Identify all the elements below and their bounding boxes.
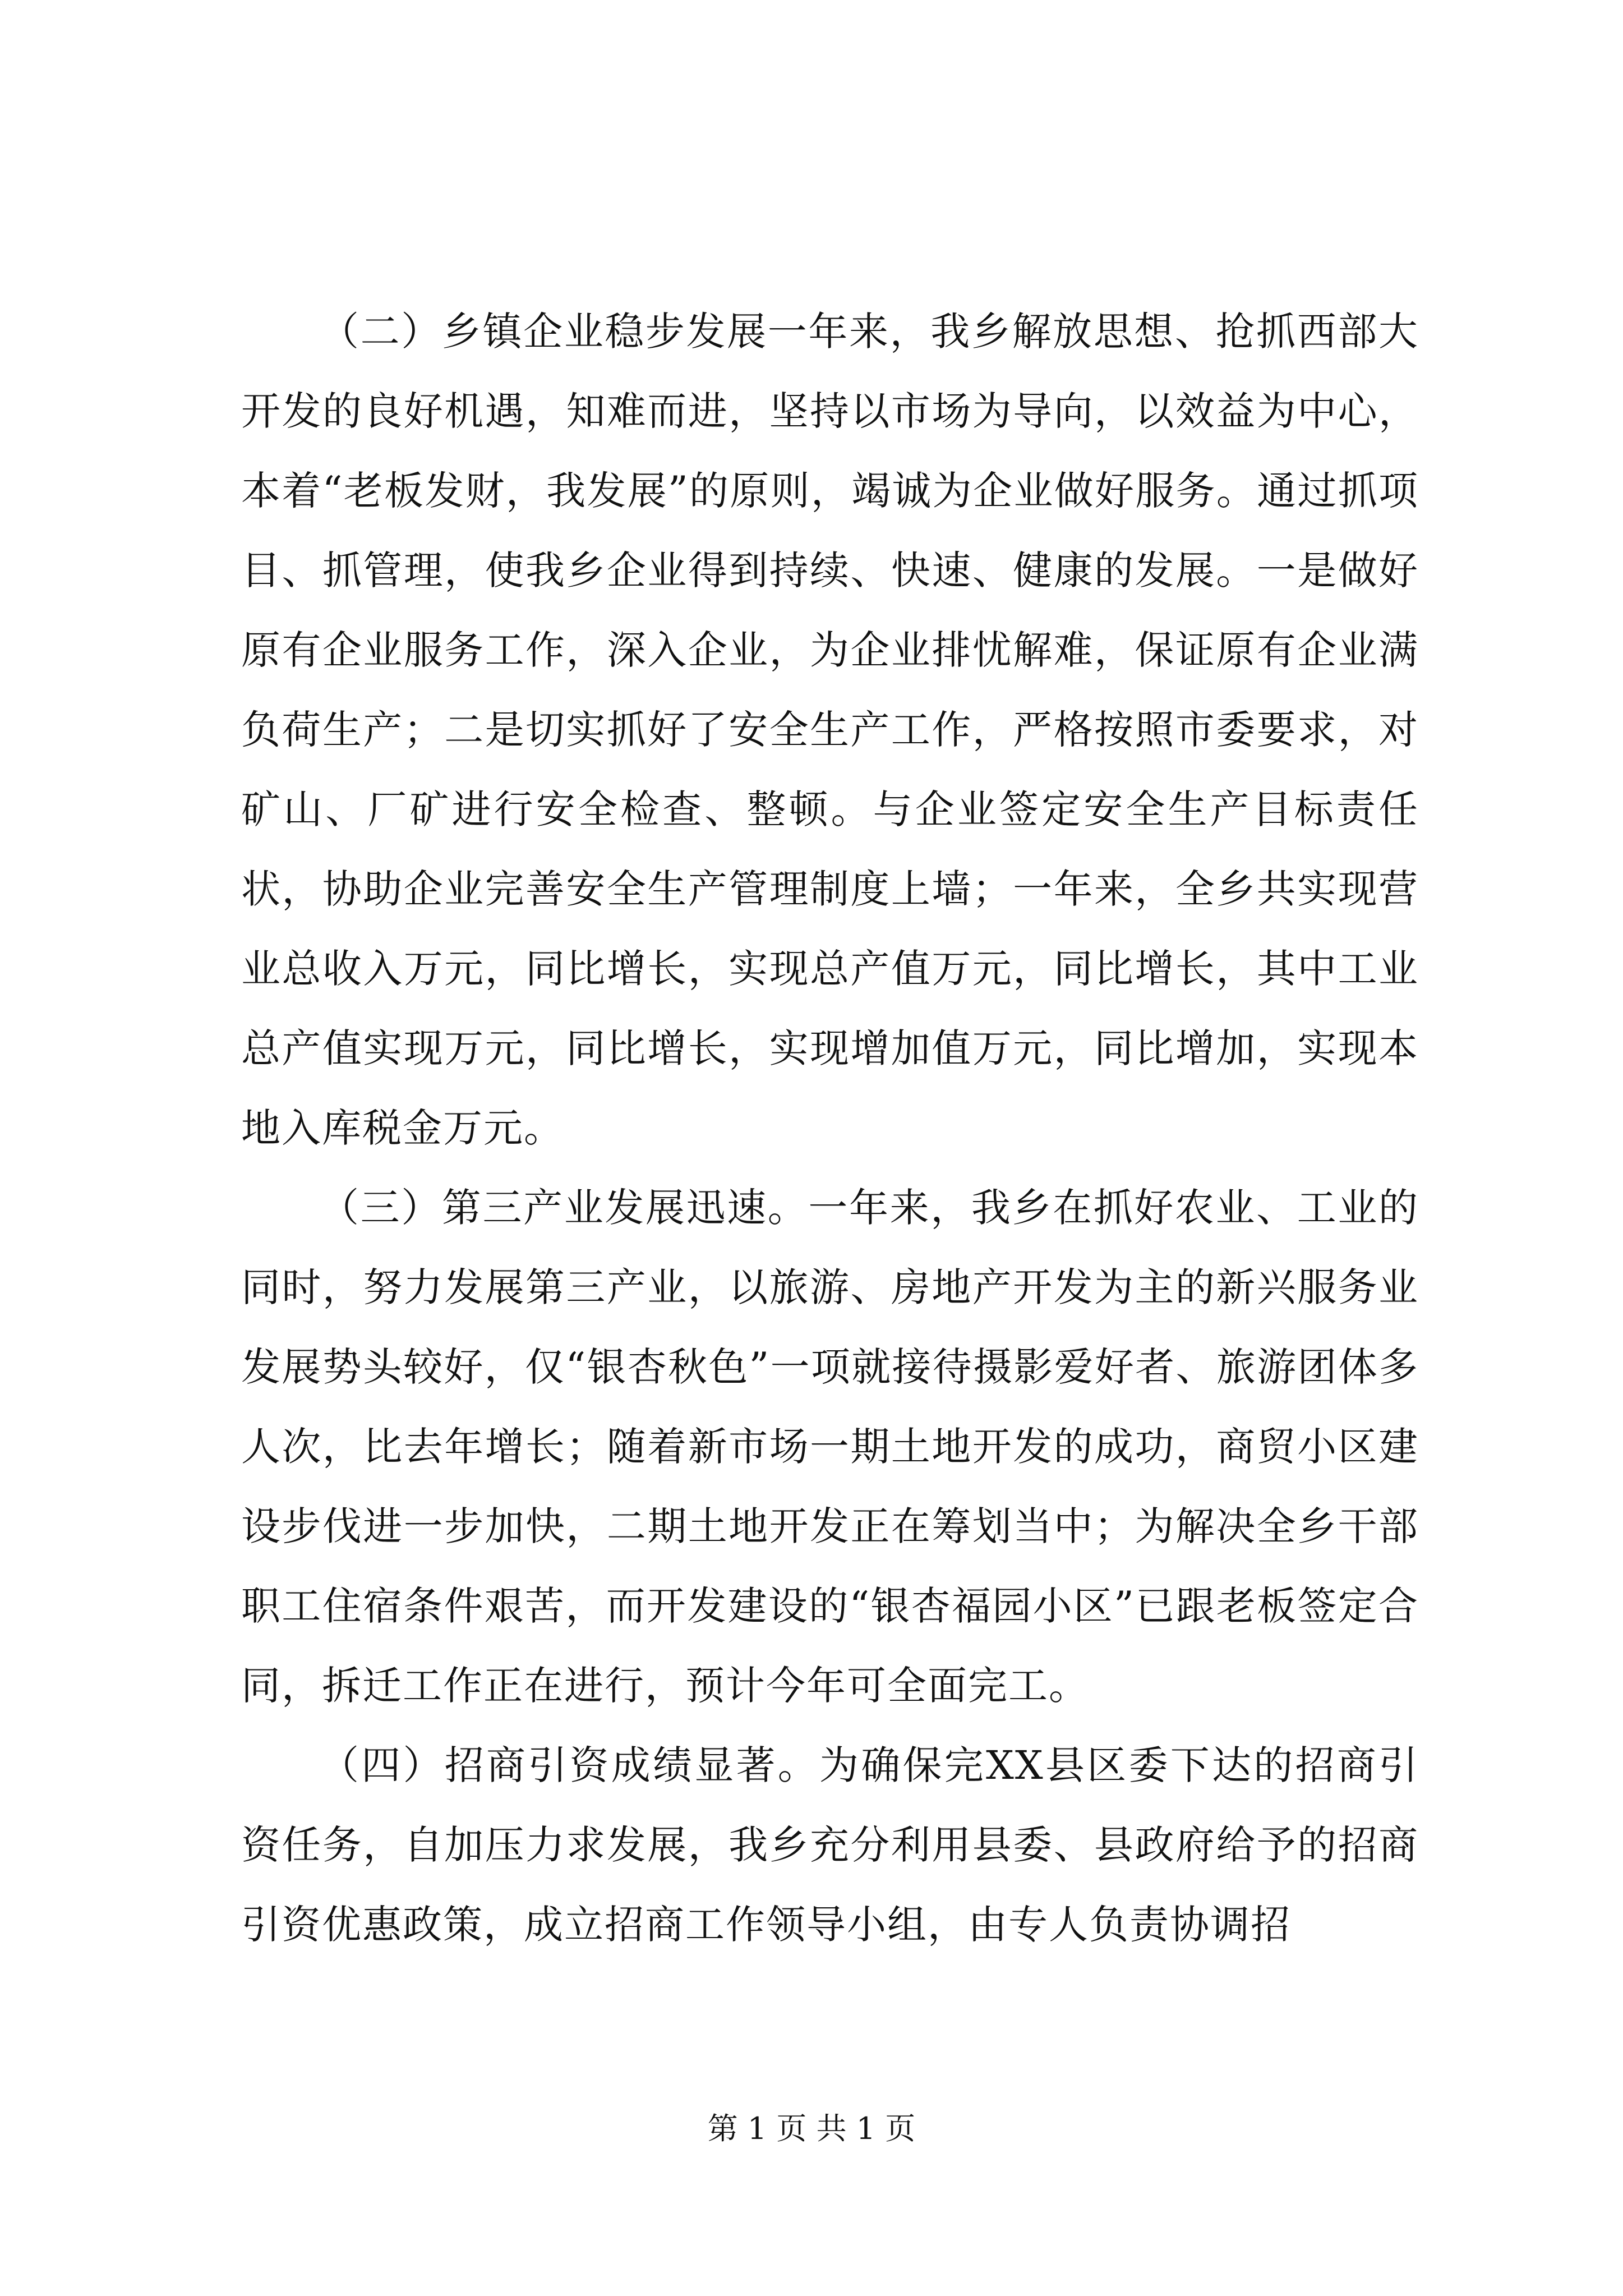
page-footer: 第 1 页 共 1 页	[707, 2111, 916, 2146]
paragraph-tertiary-industry: （三）第三产业发展迅速。一年来，我乡在抓好农业、工业的同时，努力发展第三产业，以旅游、房地产开发为主的新兴服务业发展势头较好，仅“银杏秋色”一项就接待摄影爱好者、旅游团体多人次，比去年增长；随着新市场一期土地开发的成功，商贸小区建设步伐进一步加快，二期土地开发正在筹划当中；为解决全乡干部职工住宿条件艰苦，而开发建设的“银杏福园小区”已跟老板签定合同，拆迁工作正在进行，预计今年可全面完工。	[241, 1185, 1419, 1709]
document-body	[241, 292, 1419, 1964]
paragraph-investment-attraction: （四）招商引资成绩显著。为确保完XX县区委下达的招商引资任务，自加压力求发展，我乡充分利用县委、县政府给予的招商引资优惠政策，成立招商工作领导小组，由专人负责协调招	[241, 1742, 1419, 1948]
paragraph-township-enterprises: （二）乡镇企业稳步发展一年来，我乡解放思想、抢抓西部大开发的良好机遇，知难而进，坚持以市场为导向，以效益为中心，本着“老板发财，我发展”的原则，竭诚为企业做好服务。通过抓项目、抓管理，使我乡企业得到持续、快速、健康的发展。一是做好原有企业服务工作，深入企业，为企业排忧解难，保证原有企业满负荷生产；二是切实抓好了安全生产工作，严格按照市委要求，对矿山、厂矿进行安全检查、整顿。与企业签定安全生产目标责任状，协助企业完善安全生产管理制度上墙；一年来，全乡共实现营业总收入万元，同比增长，实现总产值万元，同比增长，其中工业总产值实现万元，同比增长，实现增加值万元，同比增加，实现本地入库税金万元。	[241, 309, 1419, 1151]
